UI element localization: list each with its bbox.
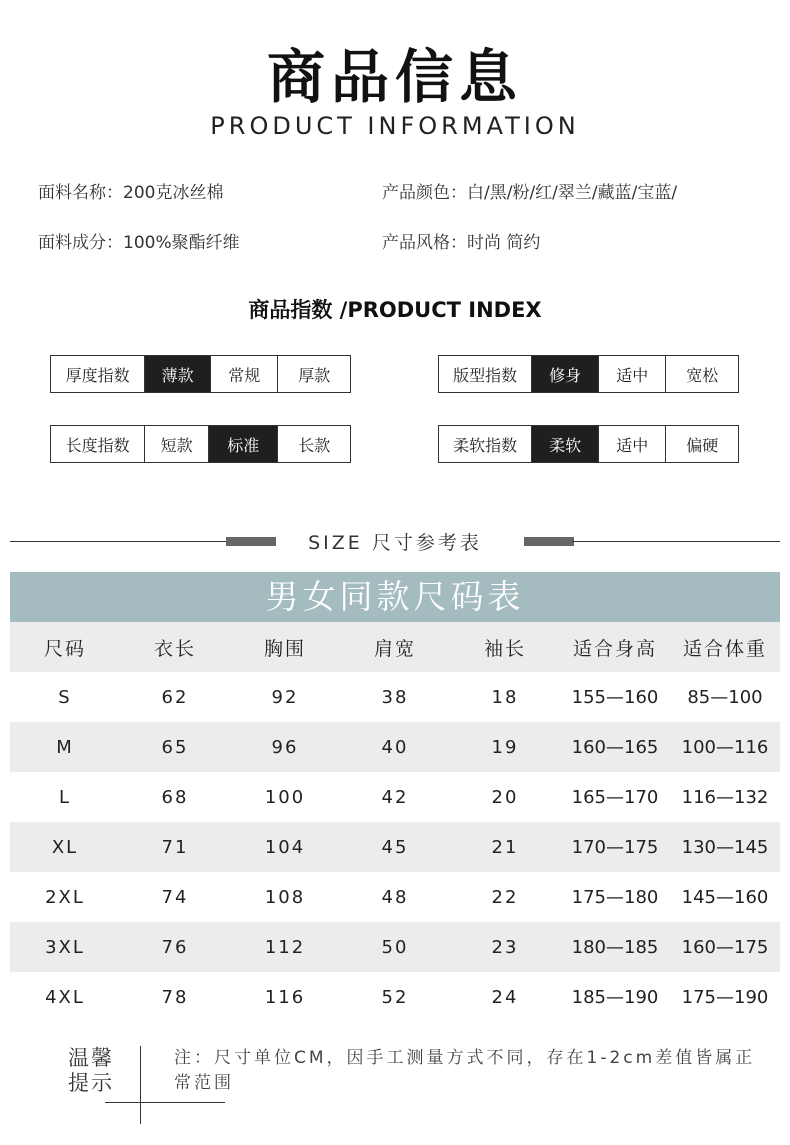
tips-label [68,1046,124,1096]
table-cell: 100 [264,786,306,808]
index-option: 偏硬 [665,426,738,462]
tips-label-line2: 提示 [68,1071,114,1095]
column-header: 适合体重 [682,637,767,660]
table-cell: 68 [161,786,189,808]
index-label: 厚度指数 [65,365,130,385]
tips-text: 注：尺寸单位CM，因手工测量方式不同，存在1-2cm差值皆属正常范围 [174,1048,756,1093]
table-cell: 40 [381,736,409,758]
page-subtitle: PRODUCT INFORMATION [210,112,580,140]
fabric-name: 面料名称：200克冰丝棉 [38,183,224,203]
table-cell: 48 [381,886,409,908]
table-cell: 185—190 [571,986,659,1008]
table-cell: 19 [491,736,519,758]
table-cell: 165—170 [571,786,659,808]
table-cell: 155—160 [571,686,659,708]
table-cell: 23 [491,936,519,958]
table-cell: 24 [491,986,519,1008]
table-cell: 145—160 [681,886,769,908]
index-option: 长款 [277,426,350,462]
tips-divider-horizontal [105,1102,225,1103]
tips-divider-vertical [140,1046,141,1124]
page-title: 商品信息 [266,43,523,111]
column-header: 肩宽 [373,637,416,660]
column-header: 尺码 [43,637,86,660]
table-cell: 2XL [45,886,85,908]
index-option: 宽松 [665,356,738,392]
table-cell: 175—180 [571,886,659,908]
table-cell: 160—175 [681,936,769,958]
table-cell: 116 [264,986,306,1008]
table-cell: 3XL [45,936,85,958]
thickness-index [50,355,351,393]
product-style: 产品风格：时尚 简约 [382,233,541,253]
index-option: 常规 [210,356,278,392]
table-cell: 85—100 [687,686,763,708]
table-cell: M [56,736,74,758]
index-label: 长度指数 [65,435,130,455]
table-cell: 50 [381,936,409,958]
table-cell: 74 [161,886,189,908]
table-cell: 130—145 [681,836,769,858]
softness-index [438,425,739,463]
table-header-row [10,622,780,672]
fit-index [438,355,739,393]
size-table [10,622,780,1022]
size-section-title: SIZE 尺寸参考表 [308,532,482,554]
table-cell: 62 [161,686,189,708]
index-option: 适中 [598,356,666,392]
table-cell: 170—175 [571,836,659,858]
table-cell: 22 [491,886,519,908]
index-option: 厚款 [277,356,350,392]
table-cell: 104 [264,836,306,858]
table-cell: 71 [161,836,189,858]
size-table-banner: 男女同款尺码表 [10,572,780,622]
table-cell: 18 [491,686,519,708]
table-cell: 175—190 [681,986,769,1008]
index-option-selected: 修身 [531,356,598,392]
table-cell: 160—165 [571,736,659,758]
column-header: 胸围 [263,637,306,660]
fabric-content: 面料成分：100%聚酯纤维 [38,233,240,253]
table-cell: 20 [491,786,519,808]
table-row [10,772,780,822]
table-cell: L [58,786,72,808]
table-cell: XL [51,836,79,858]
table-cell: 45 [381,836,409,858]
index-option: 短款 [144,426,208,462]
index-option-selected: 薄款 [144,356,210,392]
table-cell: 100—116 [681,736,769,758]
column-header: 衣长 [153,637,196,660]
table-cell: 65 [161,736,189,758]
table-cell: 52 [381,986,409,1008]
table-row [10,972,780,1022]
column-header: 适合身高 [572,637,657,660]
table-cell: 112 [264,936,306,958]
table-cell: 38 [381,686,409,708]
length-index [50,425,351,463]
table-cell: 76 [161,936,189,958]
table-row [10,872,780,922]
table-cell: S [58,686,72,708]
table-row [10,822,780,872]
divider-right [572,541,780,542]
table-cell: 92 [271,686,299,708]
index-label: 柔软指数 [453,435,518,455]
product-index-title: 商品指数 /PRODUCT INDEX [248,298,542,322]
table-row [10,922,780,972]
index-option-selected: 标准 [208,426,278,462]
tips-label-line1: 温馨 [68,1046,114,1070]
table-cell: 96 [271,736,299,758]
index-option-selected: 柔软 [531,426,598,462]
table-cell: 4XL [45,986,85,1008]
table-cell: 78 [161,986,189,1008]
table-cell: 180—185 [571,936,659,958]
table-cell: 42 [381,786,409,808]
column-header: 袖长 [483,637,526,660]
table-row [10,672,780,722]
index-label: 版型指数 [453,365,518,385]
index-option: 适中 [598,426,666,462]
table-cell: 21 [491,836,519,858]
divider-block-right [524,537,574,546]
table-cell: 116—132 [681,786,769,808]
table-cell: 108 [264,886,306,908]
product-colors: 产品颜色：白/黑/粉/红/翠兰/藏蓝/宝蓝/ [382,183,678,203]
table-row [10,722,780,772]
